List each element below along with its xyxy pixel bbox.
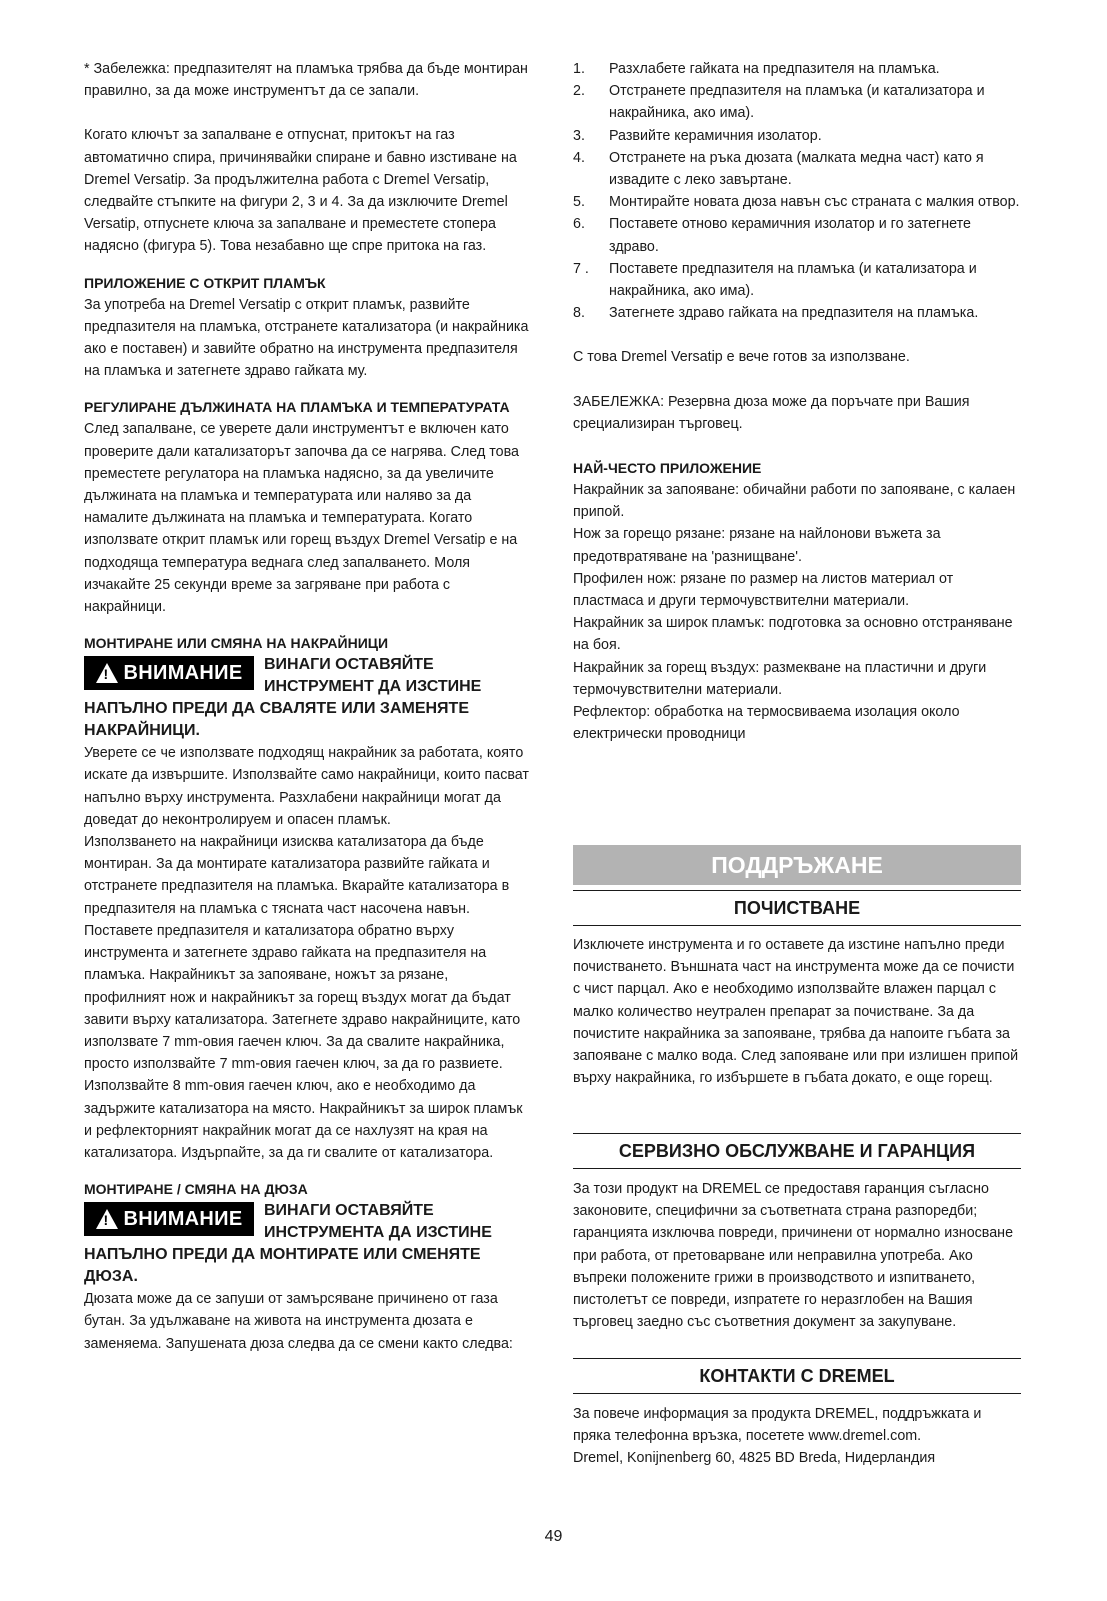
cleaning-section (573, 934, 1021, 1089)
contacts-paragraph: За повече информация за продукта DREMEL, поддръжката и пряка телефонна връзка, посетете www.dremel.com. (573, 1406, 982, 1445)
regulate-paragraph: След запалване, се уверете дали инструментът е включен като проверите дали катализаторът започва да се нагрява. След това преместете регулатора на пламъка надясно, за да увеличите дължината на пламъка и температурата или наляво за да намалите дължината на пламъка и температурата. Когато използвате открит пламък или горещ въздух Dremel Versatip е на подходяща температура веднага след запалването. Моля изчакайте 25 секунди време за загряване при работа с накрайници. (84, 421, 519, 616)
common-use-item: Нож за горещо рязане: рязане на найлонови въжета за предотвратяване на 'разнищване'. (573, 526, 941, 565)
step-text: Поставете отново керамичния изолатор и го затегнете здраво. (609, 216, 971, 255)
page-number: 49 (544, 1528, 563, 1545)
common-use-item: Накрайник за горещ въздух: размекване на пластични и други термочувствителни материали. (573, 659, 987, 698)
step-text: Отстранете на ръка дюзата (малката медна част) като я извадите с леко завъртане. (609, 149, 984, 189)
tips-warning-line2: ИНСТРУМЕНТ ДА ИЗСТИНЕ (264, 678, 482, 696)
tips-warning-rest: НАПЪЛНО ПРЕДИ ДА СВАЛЯТЕ ИЛИ ЗАМЕНЯТЕ НАКРАЙНИЦИ. (84, 700, 469, 740)
warning-triangle-icon: ! (96, 663, 118, 683)
list-item (573, 125, 1021, 147)
cleaning-paragraph: Изключете инструмента и го оставете да изстине напълно преди почистването. Външната част на инструмента може да се почисти с чист парцал. Ако е необходимо използвайте влажен парцал с малко количество неутрален препарат за почистване. За да почистите накрайника за запояване, трябва да напоите гъбата за запояване с малко вода. След запояване или при излишен припой върху накрайника, го избършете в гъбата докато, е още горещ. (573, 937, 1019, 1087)
service-paragraph: За този продукт на DREMEL се предоставя гаранция съгласно законовите, специфични за съответната страна разпоредби; гаранцията изключва повреди, причинени от нормално износване при работа, от претоварване или неправилна употреба. Ако въпреки положените грижи в производството и изпитването, пистолетът се повреди, изпратете го неразглобен на Вашия търговец заедно със съответния документ за закупуване. (573, 1181, 1014, 1331)
step-text: Отстранете предпазителя на пламъка (и катализатора и накрайника, ако има). (609, 83, 985, 122)
step-number: 5. (573, 194, 585, 211)
warning-badge (84, 1202, 254, 1236)
list-item (573, 147, 1021, 191)
step-number: 7 . (573, 260, 589, 277)
tips-paragraph-2: Използването на накрайници изисква катализатора да бъде монтиран. За да монтирате катализатора развийте гайката и отстранете предпазителя на пламъка. Вкарайте катализатора в предпазителя на пламъка с тясната част насочена навън. Поставете предпазителя и катализатора обратно върху инструмента и затегнете здраво гайката на предпазителя на пламъка. Накрайникът за запояване, ножът за рязане, профилният нож и накрайникът за горещ въздух могат да бъдат завити върху катализатора. Затегнете здраво накрайниците, като използвате 7 mm-овия гаечен ключ. За да свалите накрайника, просто използвайте 7 mm-овия гаечен ключ, за да го развиете. Използвайте 8 mm-овия гаечен ключ, ако е необходимо да задържите катализатора на място. Накрайникът за широк пламък и рефлекторният накрайник могат да се нахлузят на края на катализатора. Издърпайте, за да ги свалите от катализатора. (84, 834, 523, 1161)
step-number: 1. (573, 61, 585, 77)
list-item (573, 213, 1021, 257)
nozzle-warning-line1: ВИНАГИ ОСТАВЯЙТЕ (264, 1202, 434, 1220)
flame-guard-note: * Забележка: предпазителят на пламъка трябва да бъде монтиран правилно, за да може инструментът да се запали. (84, 61, 528, 100)
spare-nozzle-note: ЗАБЕЛЕЖКА: Резервна дюза може да поръчате при Вашия срециализиран търговец. (573, 393, 970, 432)
regulate-heading: РЕГУЛИРАНЕ ДЪЛЖИНАТА НА ПЛАМЪКА И ТЕМПЕРАТУРАТА (84, 399, 510, 416)
step-number: 6. (573, 216, 585, 233)
contacts-heading: КОНТАКТИ С DREMEL (573, 1358, 1021, 1394)
step-number: 8. (573, 305, 585, 322)
warning-badge (84, 656, 254, 690)
nozzle-warning (84, 1200, 530, 1288)
cleaning-heading: ПОЧИСТВАНЕ (573, 890, 1021, 926)
step-text: Поставете предпазителя на пламъка (и катализатора и накрайника, ако има). (609, 260, 977, 300)
left-column (84, 58, 530, 1355)
open-flame-paragraph: За употреба на Dremel Versatip с открит пламък, развийте предпазителя на пламъка, отстранете катализатора (и накрайника ако е поставен) и завийте обратно на инструмента предпазителя на пламъка и затегнете здраво гайката му. (84, 296, 529, 380)
contacts-address: Dremel, Konijnenberg 60, 4825 BD Breda, Нидерландия (573, 1450, 936, 1467)
common-use-item: Накрайник за широк пламък: подготовка за основно отстраняване на боя. (573, 615, 1013, 654)
list-item (573, 80, 1021, 124)
tips-warning (84, 654, 530, 742)
intro-paragraph: Когато ключът за запалване е отпуснат, притокът на газ автоматично спира, причинявайки спиране и бавно изстиване на Dremel Versatip. За продължителна работа с Dremel Versatip, следвайте стъпките на фигури 2, 3 и 4. За да изключите Dremel Versatip, отпуснете ключа за запалване и преместете стопера надясно (фигура 5). Това незабавно ще спре притока на газ. (84, 127, 517, 255)
common-use-item: Профилен нож: рязане по размер на листов материал от пластмаса и други термочувствителни материали. (573, 570, 954, 610)
step-text: Развийте керамичния изолатор. (609, 127, 822, 144)
maintenance-banner: ПОДДРЪЖАНЕ (573, 845, 1021, 885)
list-item (573, 302, 1021, 324)
step-number: 4. (573, 149, 585, 166)
service-heading: СЕРВИЗНО ОБСЛУЖВАНЕ И ГАРАНЦИЯ (573, 1133, 1021, 1169)
list-item (573, 258, 1021, 302)
nozzle-steps-list (573, 58, 1021, 324)
warning-triangle-icon: ! (96, 1209, 118, 1229)
step-number: 3. (573, 127, 585, 144)
ready-paragraph: С това Dremel Versatip е вече готов за използване. (573, 349, 910, 366)
nozzle-paragraph: Дюзата може да се запуши от замърсяване причинено от газа бутан. За удължаване на живота на инструмента дюзата е заменяема. Запушената дюза следва да се смени както следва: (84, 1291, 513, 1352)
common-use-heading: НАЙ-ЧЕСТО ПРИЛОЖЕНИЕ (573, 460, 762, 477)
tips-paragraph-1: Уверете се че използвате подходящ накрайник за работата, която искате да извършите. Използвайте само накрайници, които пасват напълно върху инструмента. Разхлабени накрайници могат да доведат до неконтролируем и опасен пламък. (84, 745, 529, 828)
list-item (573, 191, 1021, 213)
tips-heading: МОНТИРАНЕ ИЛИ СМЯНА НА НАКРАЙНИЦИ (84, 635, 389, 652)
warning-label: ВНИМАНИЕ (123, 1207, 243, 1230)
common-use-item: Накрайник за запояване: обичайни работи по запояване, с калаен припой. (573, 482, 1016, 521)
contacts-section (573, 1403, 1021, 1470)
open-flame-heading: ПРИЛОЖЕНИЕ С ОТКРИТ ПЛАМЪК (84, 274, 326, 291)
service-section (573, 1178, 1021, 1333)
warning-label: ВНИМАНИЕ (123, 661, 243, 684)
step-text: Разхлабете гайката на предпазителя на пламъка. (609, 61, 940, 77)
step-text: Затегнете здраво гайката на предпазителя на пламъка. (609, 305, 979, 322)
right-column (573, 58, 1021, 745)
tips-warning-line1: ВИНАГИ ОСТАВЯЙТЕ (264, 656, 434, 674)
nozzle-heading: МОНТИРАНЕ / СМЯНА НА ДЮЗА (84, 1181, 308, 1198)
step-number: 2. (573, 83, 585, 100)
nozzle-warning-line2: ИНСТРУМЕНТА ДА ИЗСТИНЕ (264, 1224, 492, 1242)
list-item (573, 58, 1021, 80)
common-use-item: Рефлектор: обработка на термосвиваема изолация около електрически проводници (573, 704, 960, 743)
nozzle-warning-rest: НАПЪЛНО ПРЕДИ ДА МОНТИРАТЕ ИЛИ СМЕНЯТЕ ДЮЗА. (84, 1246, 481, 1286)
step-text: Монтирайте новата дюза навън със страната с малкия отвор. (609, 194, 1020, 211)
